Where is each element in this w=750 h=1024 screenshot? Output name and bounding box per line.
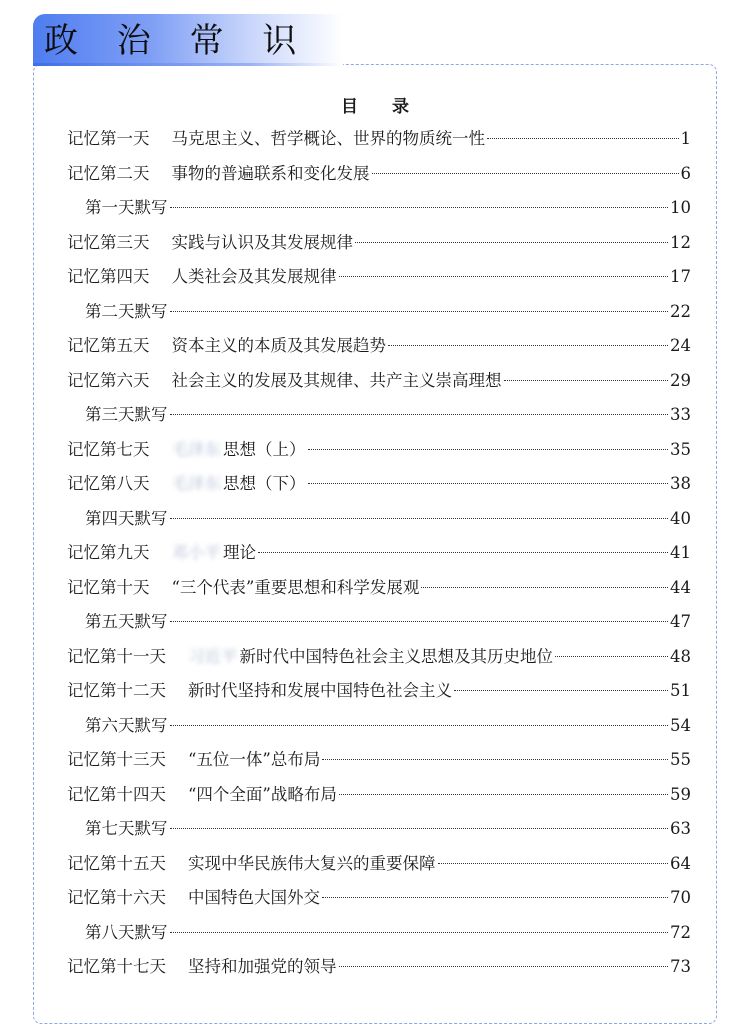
toc-row-chapter[interactable] bbox=[67, 226, 691, 261]
toc-dot-leader bbox=[339, 794, 668, 795]
toc-dot-leader bbox=[170, 828, 669, 829]
toc-day-label: 记忆第三天 bbox=[67, 232, 150, 252]
toc-dot-leader bbox=[258, 552, 668, 553]
toc-row-dictation[interactable] bbox=[67, 191, 691, 226]
toc-chapter-title: “五位一体”总布局 bbox=[188, 750, 321, 769]
page-title: 政 治 常 识 bbox=[44, 21, 311, 61]
toc-day-label: 第三天默写 bbox=[85, 405, 168, 424]
toc-chapter-title: 马克思主义、哲学概论、世界的物质统一性 bbox=[171, 129, 485, 148]
toc-dot-leader bbox=[308, 449, 669, 450]
toc-row-dictation[interactable] bbox=[67, 295, 691, 330]
toc-dot-leader bbox=[438, 863, 669, 864]
toc-day-label: 记忆第十五天 bbox=[67, 853, 166, 873]
toc-dot-leader bbox=[170, 725, 669, 726]
toc-row-chapter[interactable] bbox=[67, 157, 691, 192]
toc-page-number: 24 bbox=[670, 336, 691, 355]
toc-dot-leader bbox=[555, 656, 668, 657]
toc-day-label: 第六天默写 bbox=[85, 715, 168, 735]
toc-day-label: 第五天默写 bbox=[85, 612, 168, 631]
toc-dot-leader bbox=[339, 276, 669, 277]
toc-dot-leader bbox=[170, 932, 669, 933]
toc-dot-leader bbox=[322, 897, 668, 898]
toc-day-label: 记忆第十一天 bbox=[67, 646, 166, 666]
toc-chapter-title: 资本主义的本质及其发展趋势 bbox=[171, 336, 386, 355]
toc-dot-leader bbox=[170, 207, 669, 208]
toc-chapter-title: “三个代表”重要思想和科学发展观 bbox=[171, 577, 420, 597]
toc-heading: 目 录 bbox=[341, 97, 423, 117]
toc-day-label: 记忆第十三天 bbox=[67, 750, 166, 769]
toc-day-label: 记忆第六天 bbox=[67, 370, 150, 390]
toc-row-chapter[interactable] bbox=[67, 364, 691, 399]
toc-row-chapter[interactable] bbox=[67, 122, 691, 157]
toc-row-chapter[interactable] bbox=[67, 433, 691, 468]
toc-dot-leader bbox=[388, 345, 668, 346]
toc-page-number: 41 bbox=[670, 543, 691, 562]
toc-day-label: 记忆第十四天 bbox=[67, 784, 166, 804]
toc-page-number: 40 bbox=[670, 508, 691, 528]
toc-dot-leader bbox=[170, 621, 669, 622]
toc-page-number: 35 bbox=[670, 439, 691, 459]
toc-chapter-title: 理论 bbox=[223, 543, 256, 562]
toc-chapter-title: 实践与认识及其发展规律 bbox=[171, 232, 353, 252]
toc-day-label: 记忆第二天 bbox=[67, 163, 150, 183]
toc-chapter-title: 坚持和加强党的领导 bbox=[188, 957, 337, 976]
toc-day-label: 记忆第十二天 bbox=[67, 681, 166, 700]
toc-row-dictation[interactable] bbox=[67, 709, 691, 744]
toc-row-dictation[interactable] bbox=[67, 812, 691, 847]
toc-chapter-title: 思想（上） bbox=[223, 439, 306, 459]
toc-page-number: 63 bbox=[670, 819, 691, 838]
toc-page-number: 59 bbox=[670, 784, 691, 804]
toc-day-label: 第二天默写 bbox=[85, 301, 168, 321]
toc-row-chapter[interactable] bbox=[67, 881, 691, 916]
toc-page-number: 51 bbox=[670, 681, 691, 700]
toc-page-number: 29 bbox=[670, 370, 691, 390]
toc-row-chapter[interactable] bbox=[67, 571, 691, 606]
toc-page-number: 12 bbox=[670, 232, 691, 252]
toc-page-number: 38 bbox=[670, 474, 691, 493]
toc-chapter-title: 新时代中国特色社会主义思想及其历史地位 bbox=[239, 646, 553, 666]
toc-page-number: 70 bbox=[670, 888, 691, 907]
toc-page-number: 64 bbox=[670, 853, 691, 873]
toc-page-number: 48 bbox=[670, 646, 691, 666]
toc-chapter-title: “四个全面”战略布局 bbox=[188, 784, 337, 804]
toc-row-chapter[interactable] bbox=[67, 467, 691, 502]
toc-page-number: 17 bbox=[670, 267, 691, 286]
toc-day-label: 记忆第十六天 bbox=[67, 888, 166, 907]
toc-row-dictation[interactable] bbox=[67, 916, 691, 951]
toc-page-number: 22 bbox=[670, 301, 691, 321]
toc-row-chapter[interactable] bbox=[67, 640, 691, 675]
toc-dot-leader bbox=[170, 311, 669, 312]
toc-blurred-name: 邓小平 bbox=[171, 543, 221, 562]
toc-row-dictation[interactable] bbox=[67, 398, 691, 433]
toc-page-number: 10 bbox=[670, 198, 691, 217]
toc-row-chapter[interactable] bbox=[67, 950, 691, 985]
toc-day-label: 第一天默写 bbox=[85, 198, 168, 217]
toc-chapter-title: 社会主义的发展及其规律、共产主义崇高理想 bbox=[171, 370, 502, 390]
toc-row-chapter[interactable] bbox=[67, 847, 691, 882]
toc-day-label: 记忆第九天 bbox=[67, 543, 150, 562]
toc-chapter-title: 事物的普遍联系和变化发展 bbox=[171, 163, 370, 183]
toc-dot-leader bbox=[372, 173, 679, 174]
toc-row-dictation[interactable] bbox=[67, 605, 691, 640]
toc-row-chapter[interactable] bbox=[67, 329, 691, 364]
toc-row-chapter[interactable] bbox=[67, 260, 691, 295]
toc-dot-leader bbox=[355, 242, 668, 243]
toc-dot-leader bbox=[421, 587, 668, 588]
toc-day-label: 记忆第十天 bbox=[67, 577, 150, 597]
toc-chapter-title: 实现中华民族伟大复兴的重要保障 bbox=[188, 853, 436, 873]
toc-chapter-title: 思想（下） bbox=[223, 474, 306, 493]
toc-day-label: 记忆第七天 bbox=[67, 439, 150, 459]
toc-blurred-name: 毛泽东 bbox=[171, 474, 221, 493]
toc-page-number: 33 bbox=[670, 405, 691, 424]
toc-chapter-title: 人类社会及其发展规律 bbox=[171, 267, 337, 286]
toc-dot-leader bbox=[170, 518, 669, 519]
toc-chapter-title: 新时代坚持和发展中国特色社会主义 bbox=[188, 681, 452, 700]
toc-day-label: 第四天默写 bbox=[85, 508, 168, 528]
toc-dot-leader bbox=[308, 483, 669, 484]
toc-page-number: 55 bbox=[670, 750, 691, 769]
toc-row-chapter[interactable] bbox=[67, 536, 691, 571]
toc-page-number: 1 bbox=[680, 129, 691, 148]
toc-page-number: 6 bbox=[680, 163, 691, 183]
toc-blurred-name: 习近平 bbox=[188, 646, 238, 666]
toc-page-number: 44 bbox=[670, 577, 691, 597]
toc-row-chapter[interactable] bbox=[67, 743, 691, 778]
toc-dot-leader bbox=[454, 690, 668, 691]
toc-day-label: 记忆第十七天 bbox=[67, 957, 166, 976]
toc-chapter-title: 中国特色大国外交 bbox=[188, 888, 320, 907]
toc-row-dictation[interactable] bbox=[67, 502, 691, 537]
toc-row-chapter[interactable] bbox=[67, 778, 691, 813]
toc-page-number: 73 bbox=[670, 957, 691, 976]
toc-day-label: 第八天默写 bbox=[85, 922, 168, 942]
toc-dot-leader bbox=[322, 759, 668, 760]
toc-dot-leader bbox=[170, 414, 669, 415]
toc-dot-leader bbox=[504, 380, 669, 381]
toc-list bbox=[67, 122, 691, 985]
toc-page-number: 54 bbox=[670, 715, 691, 735]
toc-day-label: 记忆第八天 bbox=[67, 474, 150, 493]
toc-blurred-name: 毛泽东 bbox=[171, 439, 221, 459]
toc-day-label: 第七天默写 bbox=[85, 819, 168, 838]
toc-row-chapter[interactable] bbox=[67, 674, 691, 709]
toc-dot-leader bbox=[487, 138, 679, 139]
toc-dot-leader bbox=[339, 966, 669, 967]
toc-day-label: 记忆第四天 bbox=[67, 267, 150, 286]
toc-day-label: 记忆第五天 bbox=[67, 336, 150, 355]
toc-day-label: 记忆第一天 bbox=[67, 129, 150, 148]
toc-page-number: 47 bbox=[670, 612, 691, 631]
toc-page-number: 72 bbox=[670, 922, 691, 942]
